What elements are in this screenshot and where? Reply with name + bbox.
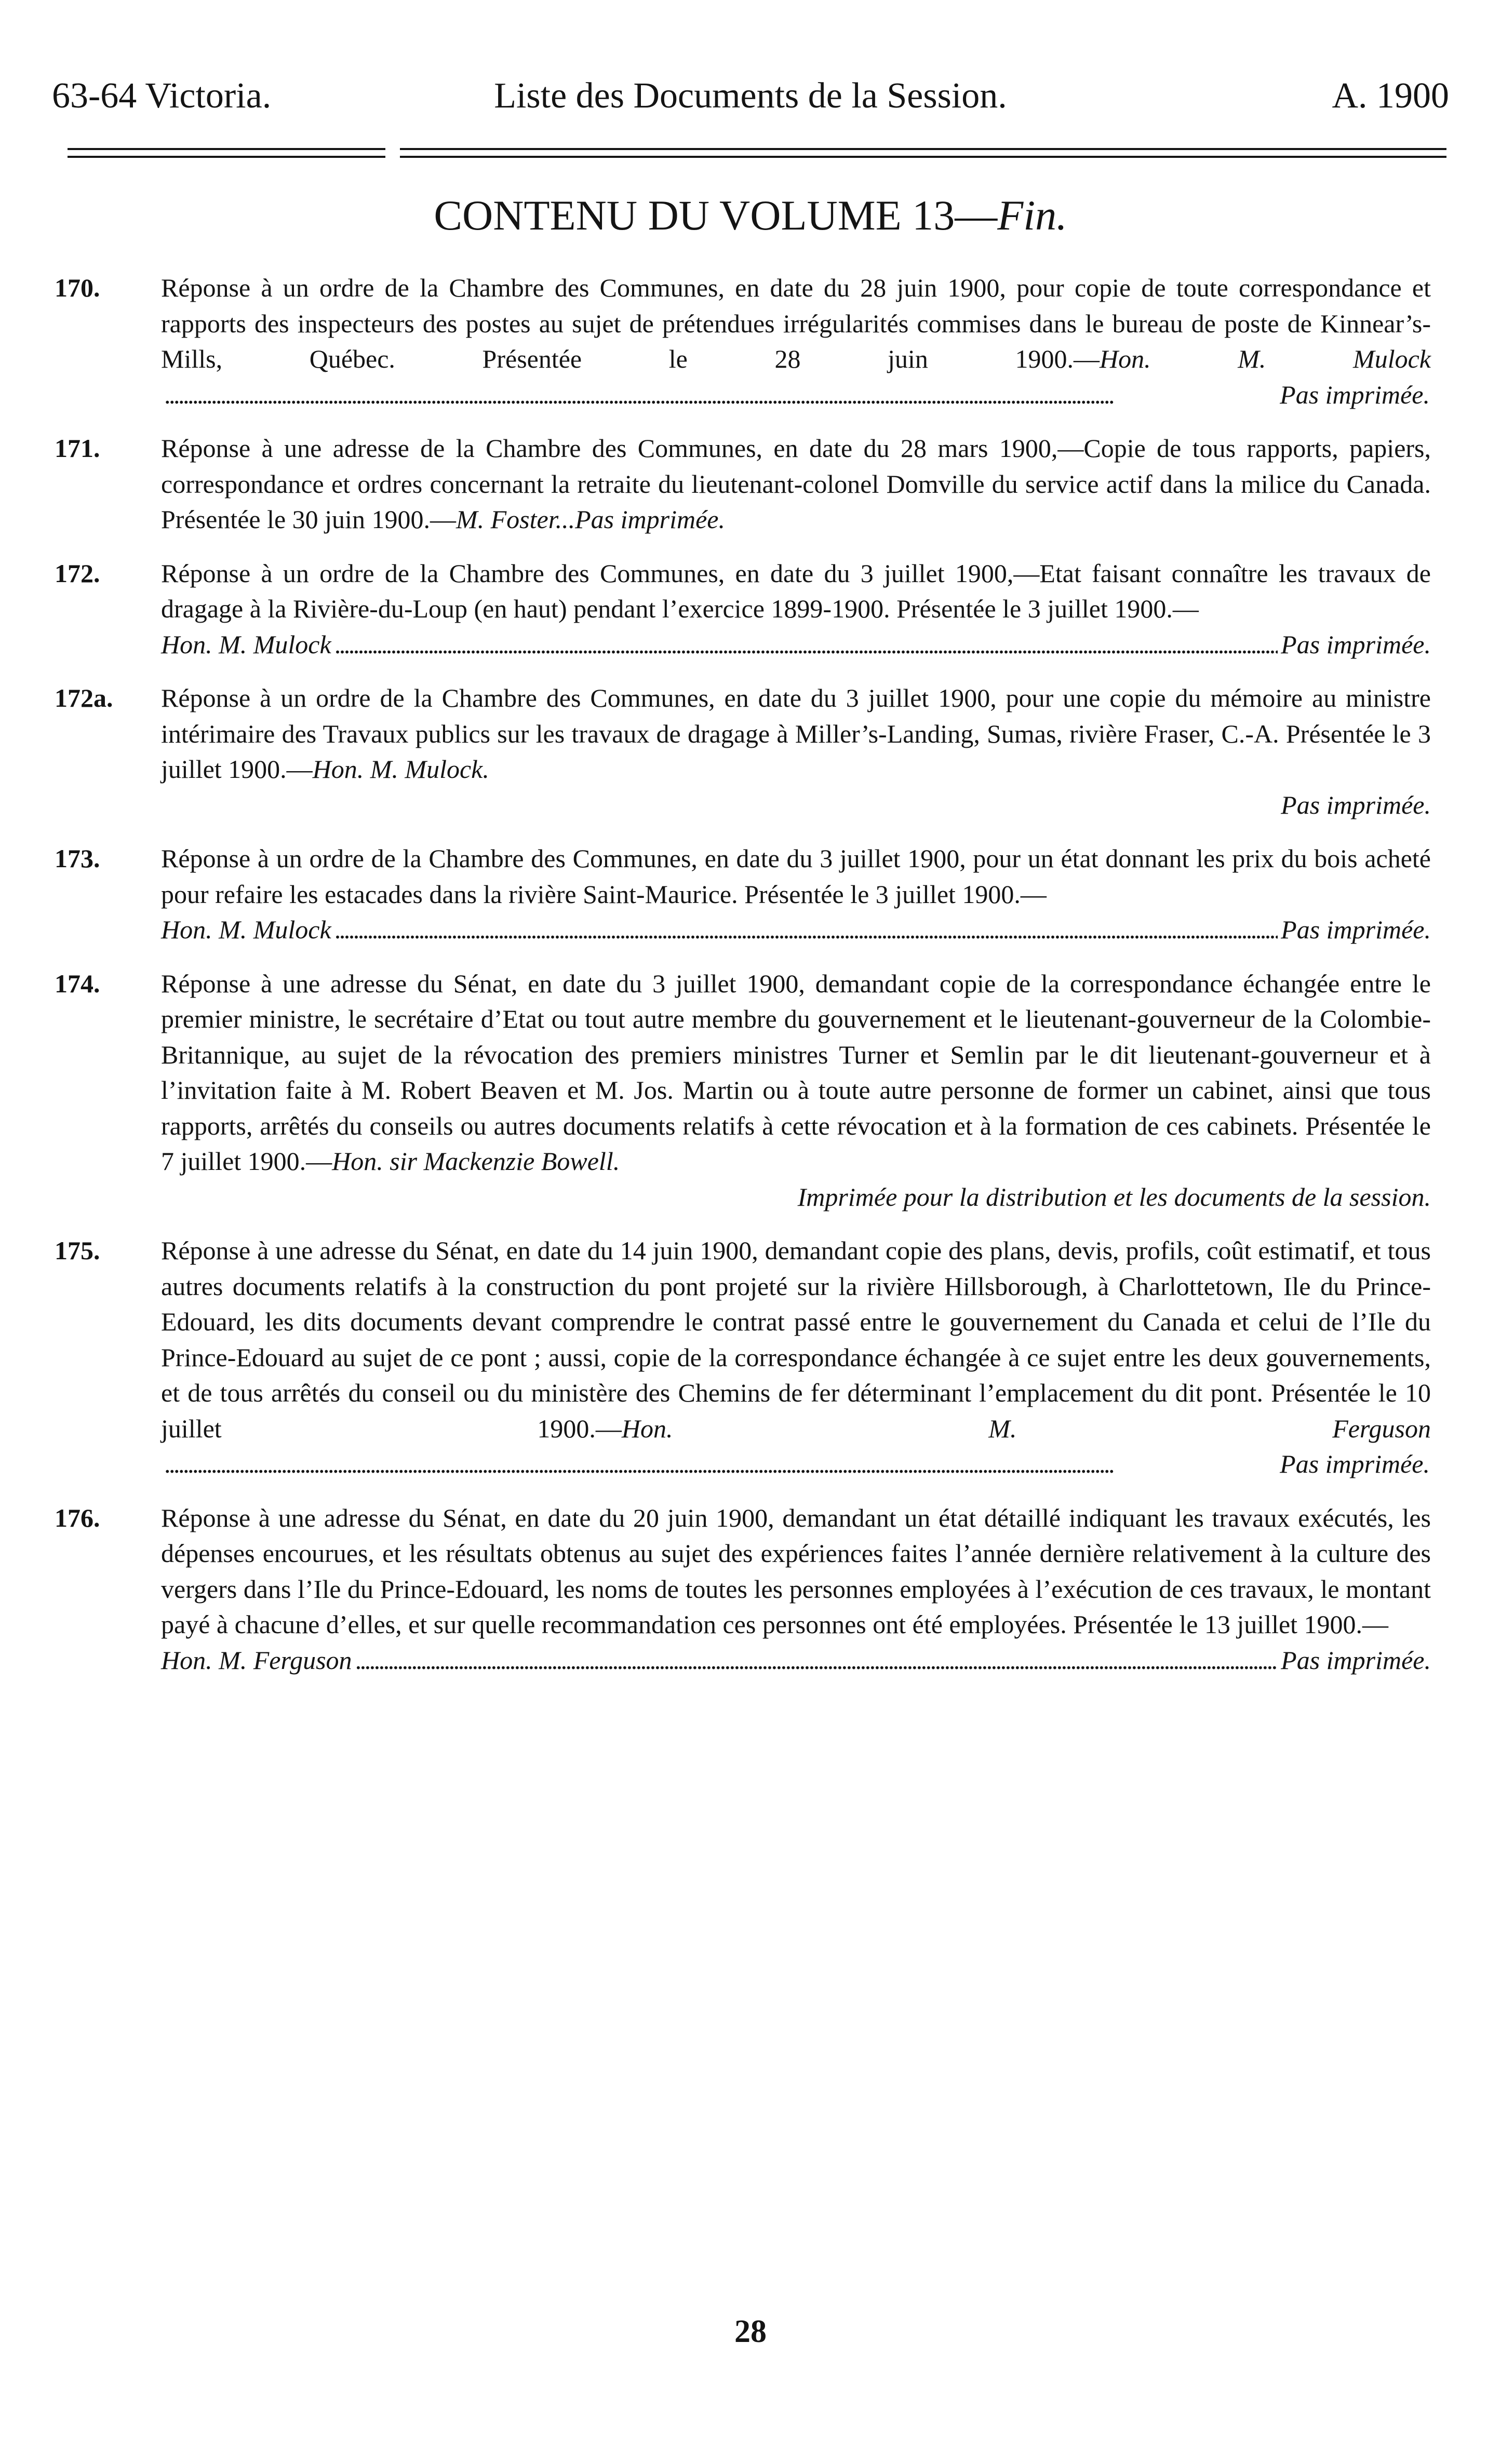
page-number: 28: [734, 2314, 767, 2349]
page-title: CONTENU DU VOLUME 13—Fin.: [434, 192, 1067, 239]
list-item: [55, 966, 1431, 1215]
entry-text: Réponse à un ordre de la Chambre des Communes, en date du 3 juillet 1900,—Etat faisant connaître les travaux de dragage à la Rivière-du-Loup (en haut) pendant l’exercice 1899-1900. Présentée le 3 juillet 1900.—: [161, 558, 1431, 623]
entry-leader: [161, 1446, 1430, 1482]
list-item: [55, 1233, 1431, 1482]
entry-text: Réponse à un ordre de la Chambre des Communes, en date du 3 juillet 1900, pour une copie du mémoire au ministre intérimaire des Travaux publics sur les travaux de dragage à Miller’s-Landing, Sumas, rivière Fraser, C.-A. Présentée le 3 juillet 1900.—: [161, 683, 1431, 784]
running-header: [52, 73, 1449, 119]
entry-presenter: Hon. M. Ferguson: [621, 1413, 1431, 1443]
entry-presenter: Hon. M. Mulock: [161, 915, 331, 944]
entry-status: Pas imprimée.: [1280, 380, 1430, 409]
list-item: [55, 1500, 1431, 1678]
entry-status: Pas imprimée.: [1281, 790, 1431, 819]
header-rule: [68, 148, 1446, 164]
list-item: [55, 680, 1431, 823]
list-item: [55, 270, 1431, 412]
entry-text: Réponse à une adresse du Sénat, en date du 14 juin 1900, demandant copie des plans, devis, profils, coût estimatif, et tous autres documents relatifs à la construction du pont projeté sur la rivière Hillsborough, à Charlottetown, Ile du Prince-Edouard, les dits documents devant comprendre le contrat passé entre le gouvernement du Canada et celui de l’Ile du Prince-Edouard au sujet de ce pont ; aussi, copie de la correspondance échangée à ce sujet entre les deux gouvernements, et de tous arrêtés du conseil ou du ministère des Chemins de fer déterminant l’emplacement du dit pont. Présentée le 10 juillet 1900.—: [161, 1236, 1431, 1443]
list-item: [55, 841, 1431, 948]
entry-number: 172.: [55, 558, 100, 588]
entry-status: Pas imprimée.: [1281, 915, 1431, 944]
entry-number: 174.: [55, 968, 100, 998]
entry-status: Pas imprimée.: [1281, 1645, 1431, 1675]
header-title: Liste des Documents de la Session.: [494, 76, 1007, 116]
entry-status: Pas imprimée.: [1280, 1449, 1430, 1478]
entry-presenter: Hon. M. Ferguson: [161, 1645, 352, 1675]
header-year: A. 1900: [1332, 76, 1449, 116]
entry-leader: [161, 377, 1430, 413]
entry-status: Pas imprimée.: [575, 505, 725, 534]
entry-status: Imprimée pour la distribution et les documents de la session.: [797, 1182, 1431, 1211]
list-item: 171. Réponse à une adresse de la Chambre des Communes, en date du 28 mars 1900,—Copie de tous rapports, papiers, correspondance et ordres concernant la retraite du lieutenant-colonel Domville du service actif dans la milice du Canada. Présentée le 30 juin 1900.—M. Foster...Pas imprimée.: [55, 430, 1431, 537]
entry-text: Réponse à une adresse du Sénat, en date du 20 juin 1900, demandant un état détaillé indiquant les travaux exécutés, les dépenses encourues, et les résultats obtenus au sujet des expériences faites l’année dernière relativement à la culture des vergers dans l’Ile du Prince-Edouard, les noms de toutes les personnes employées à l’exécution de ces travaux, le montant payé à chacune d’elles, et sur quelle recommandation ces personnes ont été employées. Présentée le 13 juillet 1900.—: [161, 1503, 1431, 1639]
entry-text: Réponse à une adresse de la Chambre des Communes, en date du 28 mars 1900,—Copie de tous rapports, papiers, correspondance et ordres concernant la retraite du lieutenant-colonel Domville du service actif dans la milice du Canada. Présentée le 30 juin 1900.—: [161, 434, 1431, 534]
entry-presenter: Hon. M. Mulock.: [312, 755, 489, 784]
entry-presenter: Hon. M. Mulock: [1100, 344, 1431, 373]
entry-leader: [161, 627, 1431, 663]
entry-status: Pas imprimée.: [1281, 629, 1431, 659]
entry-leader: [161, 912, 1431, 948]
entry-text: Réponse à une adresse du Sénat, en date du 3 juillet 1900, demandant copie de la correspondance échangée entre le premier ministre, le secrétaire d’Etat ou tout autre membre du gouvernement et le lieutenant-gouverneur de la Colombie-Britannique, au sujet de la révocation des premiers ministres Turner et Semlin par le dit lieutenant-gouverneur et à l’invitation faite à M. Robert Beaven et M. Jos. Martin ou à toute autre personne de former un cabinet, ainsi que tous rapports, arrêtés du conseils ou autres documents relatifs à cette révocation et à la formation de ces cabinets. Présentée le 7 juillet 1900.—: [161, 968, 1431, 1176]
entry-text: Réponse à un ordre de la Chambre des Communes, en date du 28 juin 1900, pour copie de toute correspondance et rapports des inspecteurs des postes au sujet de prétendues irrégularités commises dans le bureau de poste de Kinnear’s-Mills, Québec. Présentée le 28 juin 1900.—: [161, 273, 1431, 373]
document-list: [55, 270, 1431, 1696]
entry-presenter: Hon. sir Mackenzie Bowell.: [332, 1147, 620, 1176]
header-volume: 63-64 Victoria.: [52, 76, 272, 116]
entry-number: 176.: [55, 1503, 100, 1532]
list-item: [55, 556, 1431, 663]
entry-number: 175.: [55, 1236, 100, 1265]
entry-text: Réponse à un ordre de la Chambre des Communes, en date du 3 juillet 1900, pour un état donnant les prix du bois acheté pour refaire les estacades dans la rivière Saint-Maurice. Présentée le 3 juillet 1900.—: [161, 844, 1431, 909]
entry-leader: [161, 1642, 1431, 1678]
entry-number: 172a.: [55, 683, 113, 712]
entry-number: 171.: [55, 434, 100, 463]
entry-number: 170.: [55, 273, 100, 302]
entry-presenter: M. Foster: [455, 505, 556, 534]
entry-presenter: Hon. M. Mulock: [161, 629, 331, 659]
entry-number: 173.: [55, 844, 100, 873]
